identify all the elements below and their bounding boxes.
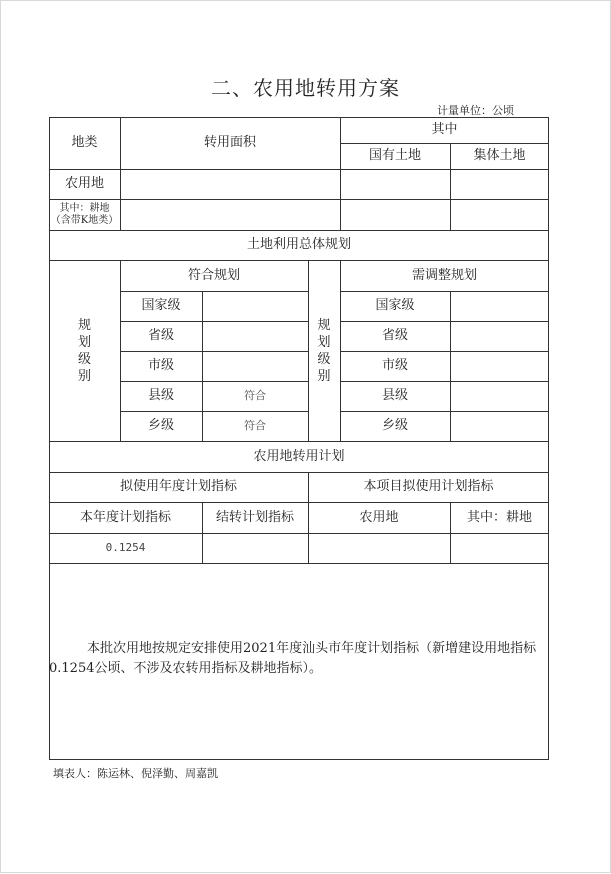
agri-value [308,533,450,563]
adjust-level-city: 市级 [381,358,408,374]
conform-plan-title: 符合规划 [187,267,240,283]
header-state-owned: 国有土地 [368,148,421,164]
conform-value-township: 符合 [244,419,266,433]
col-agri-land: 农用地 [359,509,399,525]
header-land-type: 地类 [71,135,98,151]
conform-level-province: 省级 [147,328,174,344]
plan-note [49,639,547,679]
conform-value-province [202,321,308,351]
page-title: 二、农用地转用方案 [211,76,400,100]
col-current-year-indicator: 本年度计划指标 [79,509,171,525]
header-conversion-area: 转用面积 [203,135,256,151]
planning-right-level-label: 规划级别 [317,317,331,384]
plan-note-text: 本批次用地按规定安排使用2021年度汕头市年度计划指标（新增建设用地指标0.1254公顷、不涉及农转用指标及耕地指标）。 [49,641,537,676]
conform-level-city: 市级 [147,358,174,374]
conform-value-county: 符合 [244,389,266,403]
planning-right-level-label-cell [308,260,340,441]
project-indicator-title: 本项目拟使用计划指标 [363,479,494,495]
header-collective: 集体土地 [473,148,526,164]
preparer-line: 填表人：陈运林、倪泽勤、周嘉凯 [53,767,218,780]
carryover-value [202,533,308,563]
planning-section-title: 土地利用总体规划 [246,237,351,253]
plan-section-title: 农用地转用计划 [253,448,345,464]
conform-value-national [202,291,308,321]
row-farmland-label: 其中：耕地 （含带K地类） [50,202,119,226]
col-farmland: 其中：耕地 [466,509,532,525]
current-year-value: 0.1254 [105,541,146,555]
planning-left-level-label: 规划级别 [77,317,91,384]
adjust-level-township: 乡级 [381,418,408,434]
col-carryover-indicator: 结转计划指标 [215,509,294,525]
row-agri-land-label: 农用地 [64,176,104,192]
conform-level-national: 国家级 [141,298,181,314]
adjust-level-county: 县级 [381,388,408,404]
farmland-value [450,533,549,563]
annual-indicator-title: 拟使用年度计划指标 [119,479,237,495]
header-among-them: 其中 [431,122,458,138]
planning-left-level-label-cell [49,260,120,441]
conform-level-county: 县级 [147,388,174,404]
adjust-plan-title: 需调整规划 [411,267,477,283]
conform-level-township: 乡级 [147,418,174,434]
adjust-level-national: 国家级 [375,298,415,314]
unit-label: 计量单位：公顷 [437,104,514,117]
conform-value-city [202,351,308,381]
adjust-level-province: 省级 [381,328,408,344]
